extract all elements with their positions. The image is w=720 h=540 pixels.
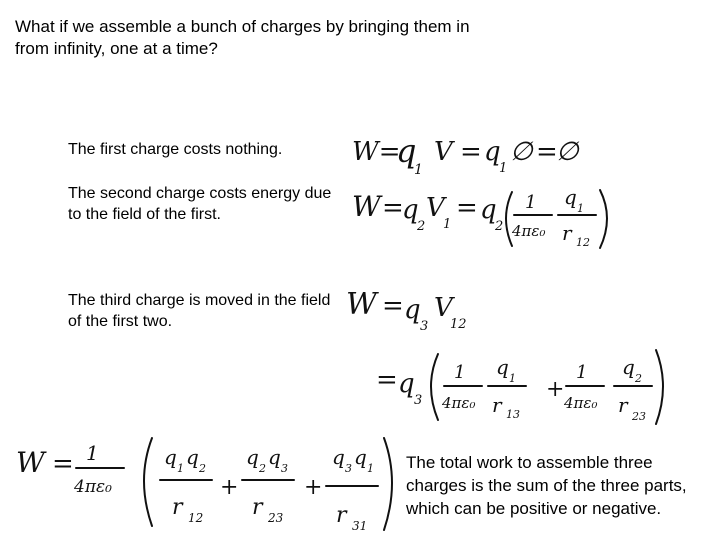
svg-text:3: 3 (345, 462, 352, 475)
svg-text:r: r (336, 503, 347, 528)
svg-text:=: = (382, 291, 404, 321)
svg-text:V: V (434, 137, 453, 167)
step-first-charge: The first charge costs nothing. (68, 141, 283, 158)
svg-text:q: q (496, 355, 509, 379)
svg-text:3: 3 (281, 462, 288, 475)
svg-text:1: 1 (177, 462, 184, 475)
handwritten-equation-3 (346, 280, 476, 336)
handwritten-equation-4 (376, 340, 676, 434)
svg-text:1: 1 (443, 217, 452, 232)
svg-text:12: 12 (576, 236, 590, 249)
step-second-charge: The second charge costs energy due to the field of the first. (68, 185, 332, 223)
svg-text:23: 23 (632, 410, 646, 423)
svg-text:q: q (402, 195, 419, 225)
svg-text:=: = (456, 193, 478, 223)
svg-text:r: r (618, 393, 628, 417)
svg-text:12: 12 (450, 317, 467, 332)
svg-text:23: 23 (268, 511, 284, 525)
svg-text:=: = (536, 137, 558, 167)
svg-text:1: 1 (576, 362, 588, 383)
slide-title: What if we assemble a bunch of charges by bringing them in from infinity, one at a time? (15, 17, 470, 58)
svg-text:=: = (376, 365, 398, 395)
svg-text:4πε₀: 4πε₀ (442, 394, 476, 412)
svg-text:4πε₀: 4πε₀ (512, 222, 546, 240)
svg-text:q: q (164, 445, 177, 469)
svg-text:1: 1 (525, 192, 537, 213)
svg-text:3: 3 (420, 319, 429, 334)
svg-text:13: 13 (506, 408, 520, 421)
svg-text:+: + (546, 377, 565, 402)
svg-text:q: q (622, 355, 635, 379)
svg-text:1: 1 (509, 372, 516, 385)
step-total-work: The total work to assemble three charges is the sum of the three parts, which can be positive or negative. (406, 453, 687, 518)
handwritten-equation-5 (14, 430, 404, 538)
svg-text:=: = (382, 193, 404, 223)
svg-text:1: 1 (414, 162, 423, 178)
svg-text:+: + (220, 475, 239, 500)
svg-text:=: = (460, 137, 482, 167)
svg-text:4πε₀: 4πε₀ (74, 477, 112, 497)
svg-text:+: + (304, 475, 323, 500)
handwritten-equation-1 (350, 128, 580, 180)
svg-text:2: 2 (417, 219, 426, 234)
svg-text:1: 1 (367, 462, 374, 475)
svg-text:3: 3 (414, 393, 423, 408)
svg-text:q: q (564, 185, 577, 209)
svg-text:∅: ∅ (510, 137, 533, 167)
svg-text:q: q (186, 445, 199, 469)
svg-text:4πε₀: 4πε₀ (564, 394, 598, 412)
svg-text:1: 1 (577, 202, 584, 215)
svg-text:2: 2 (495, 219, 504, 234)
svg-text:W: W (352, 190, 381, 223)
handwritten-equation-2 (352, 180, 622, 258)
svg-text:2: 2 (199, 462, 206, 475)
svg-text:12: 12 (188, 511, 204, 525)
svg-text:q: q (268, 445, 281, 469)
svg-text:=: = (52, 449, 74, 479)
svg-text:∅: ∅ (556, 137, 579, 167)
svg-text:r: r (562, 221, 572, 245)
svg-text:r: r (492, 393, 502, 417)
svg-text:q: q (354, 445, 367, 469)
svg-text:q: q (398, 369, 415, 399)
svg-text:31: 31 (352, 519, 368, 533)
svg-text:V: V (426, 193, 445, 223)
svg-text:r: r (172, 495, 183, 520)
step-third-charge: The third charge is moved in the field of the first two. (68, 292, 331, 330)
svg-text:q: q (484, 137, 501, 167)
svg-text:q: q (404, 295, 421, 325)
svg-text:2: 2 (635, 372, 642, 385)
svg-text:q: q (396, 132, 417, 170)
svg-text:W=: W= (352, 137, 401, 167)
svg-text:V: V (434, 293, 453, 323)
svg-text:q: q (246, 445, 259, 469)
svg-text:1: 1 (86, 441, 99, 465)
svg-text:2: 2 (259, 462, 266, 475)
svg-text:W: W (16, 446, 45, 479)
svg-text:q: q (332, 445, 345, 469)
svg-text:q: q (480, 195, 497, 225)
svg-text:1: 1 (454, 362, 466, 383)
svg-text:1: 1 (499, 161, 508, 176)
svg-text:W: W (346, 287, 377, 322)
svg-text:r: r (252, 495, 263, 520)
